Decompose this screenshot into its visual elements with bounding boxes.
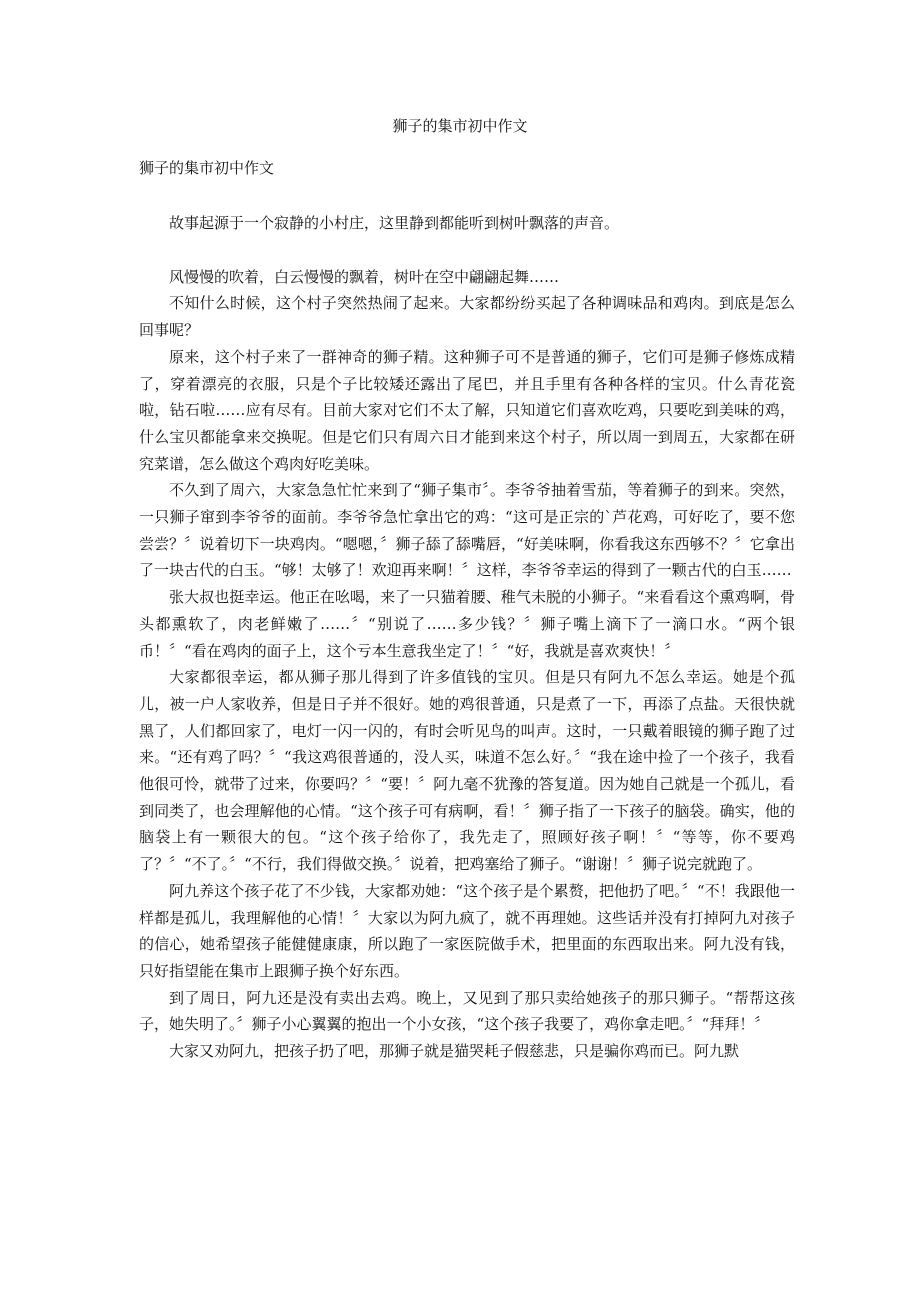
paragraph: 不久到了周六，大家急急忙忙来到了“狮子集市〞。李爷爷抽着雪茄，等着狮子的到来。突然，一只狮子窜到李爷爷的面前。李爷爷急忙拿出它的鸡：“这可是正宗的`芦花鸡，可好吃了，要不您尝尝？〞说着切下一块鸡肉。“嗯嗯，〞狮子舔了舔嘴唇，“好美味啊，你看我这东西够不？〞它拿出了一块古代的白玉。“够！太够了！欢迎再来啊！〞这样，李爷爷幸运的得到了一颗古代的白玉…… — [139, 481, 795, 580]
paragraph: 大家又劝阿九，把孩子扔了吧，那狮子就是猫哭耗子假慈悲，只是骗你鸡而已。阿九默 — [169, 1042, 740, 1061]
paragraph: 到了周日，阿九还是没有卖出去鸡。晚上，又见到了那只卖给她孩子的那只狮子。“帮帮这孩子，她失明了。〞狮子小心翼翼的抱出一个小女孩，“这个孩子我要了，鸡你拿走吧。〞“拜拜！〞 — [139, 988, 795, 1034]
paragraph: 原来，这个村子来了一群神奇的狮子精。这种狮子可不是普通的狮子，它们可是狮子修炼成精了，穿着漂亮的衣服，只是个子比较矮还露出了尾巴，并且手里有各种各样的宝贝。什么青花瓷啦，钻石啦……应有尽有。目前大家对它们不太了解，只知道它们喜欢吃鸡，只要吃到美味的鸡，什么宝贝都能拿来交换呢。但是它们只有周六日才能到来这个村子，所以周一到周五，大家都在研究菜谱，怎么做这个鸡肉好吃美味。 — [139, 347, 795, 473]
paragraph: 大家都很幸运，都从狮子那儿得到了许多值钱的宝贝。但是只有阿九不怎么幸运。她是个孤儿，被一户人家收养，但是日子并不很好。她的鸡很普通，只是煮了一下，再添了点盐。天很快就黑了，人们都回家了，电灯一闪一闪的，有时会听见鸟的叫声。这时，一只戴着眼镜的狮子跑了过来。“还有鸡了吗？〞“我这鸡很普通的，没人买，味道不怎么好。〞“我在途中捡了一个孩子，我看他很可怜，就带了过来，你要吗？〞“要！〞阿九毫不犹豫的答复道。因为她自己就是一个孤儿，看到同类了，也会理解他的心情。“这个孩子可有病啊，看！〞狮子指了一下孩子的脑袋。确实，他的脑袋上有一颗很大的包。“这个孩子给你了，我先走了，照顾好孩子啊！〞“等等，你不要鸡了？〞“不了。〞“不行，我们得做交换。〞说着，把鸡塞给了狮子。“谢谢！〞狮子说完就跑了。 — [139, 668, 795, 874]
paragraph: 故事起源于一个寂静的小村庄，这里静到都能听到树叶飘落的声音。 — [169, 214, 620, 232]
document-subtitle: 狮子的集市初中作文 — [139, 159, 275, 177]
document-body — [139, 210, 795, 1065]
paragraph: 不知什么时候，这个村子突然热闹了起来。大家都纷纷买起了各种调味品和鸡肉。到底是怎么回事呢？ — [139, 294, 795, 340]
paragraph: 风慢慢的吹着，白云慢慢的飘着，树叶在空中翩翩起舞…… — [169, 267, 560, 286]
document-title: 狮子的集市初中作文 — [392, 117, 528, 135]
paragraph: 阿九养这个孩子花了不少钱，大家都劝她：“这个孩子是个累赘，把他扔了吧。〞“不！我跟他一样都是孤儿，我理解他的心情！〞大家以为阿九疯了，就不再理她。这些话并没有打掉阿九对孩子的信心，她希望孩子能健健康康，所以跑了一家医院做手术，把里面的东西取出来。阿九没有钱，只好指望能在集市上跟狮子换个好东西。 — [139, 881, 795, 980]
paragraph: 张大叔也挺幸运。他正在吆喝，来了一只猫着腰、稚气未脱的小狮子。“来看看这个熏鸡啊，骨头都熏软了，肉老鲜嫩了……〞“别说了……多少钱？〞狮子嘴上滴下了一滴口水。“两个银币！〞“看在鸡肉的面子上，这个亏本生意我坐定了！〞“好，我就是喜欢爽快！〞 — [139, 588, 795, 660]
